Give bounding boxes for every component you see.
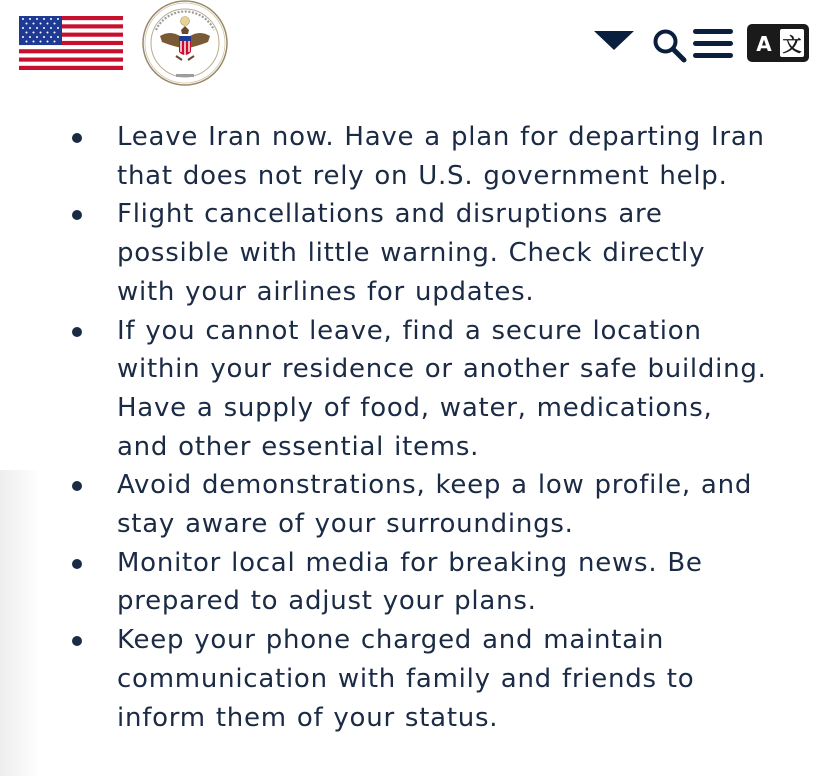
site-header (0, 0, 828, 96)
advice-text: Leave Iran now. Have a plan for departing Iran that does not rely on U.S. government help. (117, 122, 765, 191)
translate-cjk-glyph: 文 (782, 34, 802, 56)
advice-text: Flight cancellations and disruptions are possible with little warning. Check directly with your airlines for updates. (117, 199, 706, 307)
bullet-icon (72, 133, 82, 143)
bullet-icon (72, 481, 82, 491)
advice-text: Monitor local media for breaking news. Be prepared to adjust your plans. (117, 547, 703, 617)
advice-text: Keep your phone charged and maintain communication with family and friends to inform them of your status. (117, 625, 695, 733)
list-item (0, 621, 828, 737)
hamburger-menu-icon[interactable] (693, 28, 733, 60)
bullet-icon (72, 327, 82, 337)
advice-text: If you cannot leave, find a secure location within your residence or another safe building. Have a supply of food, water, medications, and other essential items. (117, 315, 767, 462)
list-item (0, 544, 828, 621)
list-item (0, 118, 828, 195)
bullet-icon (72, 210, 82, 220)
bullet-icon (72, 559, 82, 569)
list-item (0, 466, 828, 543)
translate-icon[interactable] (747, 24, 809, 62)
advice-content (0, 118, 828, 737)
advice-text: Avoid demonstrations, keep a low profile, and stay aware of your surroundings. (117, 470, 753, 540)
advice-list (0, 118, 828, 737)
us-flag-icon (19, 16, 123, 70)
translate-latin-glyph: A (756, 32, 772, 56)
caret-down-icon[interactable] (594, 28, 634, 52)
list-item (0, 312, 828, 467)
list-item (0, 195, 828, 311)
bullet-icon (72, 636, 82, 646)
search-icon[interactable] (651, 27, 687, 63)
embassy-seal-icon[interactable] (140, 0, 230, 88)
